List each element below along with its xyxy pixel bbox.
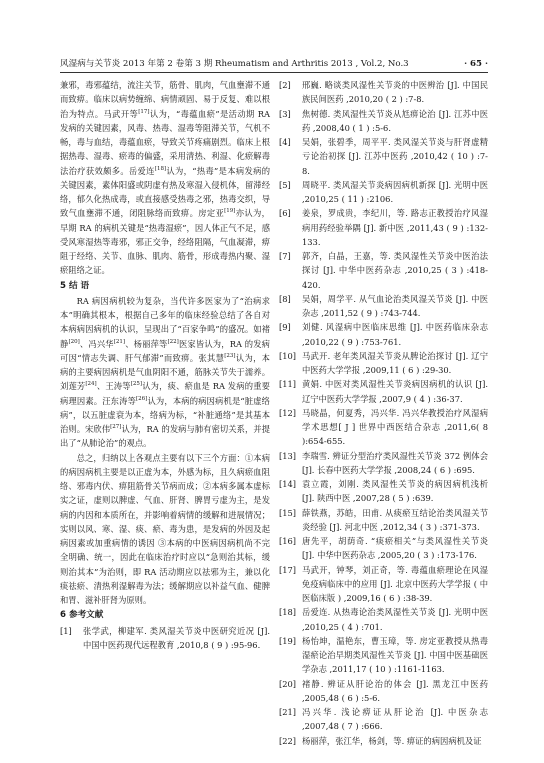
reference-text: 黄娟. 中医对类风湿性关节炎病因病机的认识 [J]. 辽宁中医药大学学报 ,2007,9 ( 4 ) :36-37.	[302, 379, 488, 404]
reference-item	[279, 634, 488, 677]
reference-number: [11]	[279, 379, 297, 390]
citation-marker: [27]	[110, 424, 122, 431]
page-number: · 65 ·	[464, 59, 488, 69]
reference-text: 岳爱连. 从热毒论治类风湿性关节炎 [J]. 光明中医 ,2010,25 ( 4 ) :701.	[302, 607, 488, 632]
reference-item	[279, 135, 488, 178]
reference-text: 吴娟，张碧季，周平平. 类风湿关节炎与肝肾虚精亏论治初探 [J]. 江苏中医药 ,2010,42 ( 10 ) :7-8.	[302, 137, 488, 176]
reference-text: 吴娟，周学平. 从气血论治类风湿关节炎 [J]. 中医杂志 ,2011,52 ( 9 ) :743-744.	[302, 293, 488, 318]
section-title-conclusion: 5 结 语	[60, 280, 90, 291]
reference-number: [18]	[279, 607, 297, 618]
reference-number: [22]	[279, 735, 297, 746]
reference-item	[279, 377, 488, 406]
reference-item	[279, 477, 488, 506]
citation-marker: [19]	[224, 208, 236, 215]
reference-number: [13]	[279, 450, 297, 461]
left-column	[60, 78, 270, 738]
reference-number: [9]	[279, 322, 291, 333]
reference-text: 邢巍. 略谈类风湿性关节炎的中医辨治 [J]. 中国民族民间医药 ,2010,20 ( 2 ) :7-8.	[302, 80, 488, 105]
reference-item	[279, 178, 488, 207]
reference-number: [3]	[279, 108, 291, 119]
reference-list-left	[60, 624, 270, 653]
reference-text: 李瑞雪. 辨证分型治疗类风湿性关节炎 372 例体会 [J]. 长春中医药大学学报 ,2008,24 ( 6 ) :695.	[302, 450, 488, 475]
citation-marker: [23]	[224, 352, 236, 359]
body-paragraph-2: RA 病因病机较为复杂，当代许多医家为了“治病求本”明确其根本，根据自己多年的临床经验总结了各自对本病病因病机的认识，呈现出了“百家争鸣”的盛况。如褚静[20]、冯兴华[21]、杨丽萍等[22]医家皆认为，RA 的发病可因“情志失调、肝气郁滞”而致痹。张其慧[23]认为，本病的主要病因病机是气血阴阳不通，筋脉关节失于濡养。刘莲芳[24]、王涛等[25]认为，痰、瘀血是 RA 发病的重要病理因素。汪东涛等[26]认为，本病的病因病机是“脏虚络病”，以五脏虚衰为本，络病为标，“补脏通络”是其基本治则。宋欣伟[27]认为，RA 的发病与肺有密切关系，并提出了“从肺论治”的观点。	[60, 295, 270, 449]
references-title: 6 参考文献	[60, 610, 104, 621]
reference-item	[279, 320, 488, 349]
reference-text: 唐先平，胡荫奇. “痰瘀相关”与类风湿性关节炎 [J]. 中华中医药杂志 ,2005,20 ( 3 ) :173-176.	[302, 536, 488, 561]
reference-number: [15]	[279, 507, 297, 518]
reference-text: 姜泉，罗成贵，李纪川，等. 路志正教授治疗风湿病用药经验举隅 [J]. 新中医 ,2011,43 ( 9 ) :132-133.	[302, 208, 488, 247]
reference-number: [1]	[60, 625, 72, 636]
reference-number: [7]	[279, 251, 291, 261]
reference-item	[279, 249, 488, 292]
reference-number: [12]	[279, 407, 297, 418]
reference-item	[279, 705, 488, 734]
reference-text: 马晓晶，何夏秀，冯兴华. 冯兴华教授治疗风湿病学术思想[ J ] 世界中西医结合杂志 ,2011,6( 8 ):654-655.	[302, 407, 488, 447]
reference-item	[279, 107, 488, 136]
reference-item	[279, 734, 488, 748]
reference-list-right	[279, 78, 488, 748]
body-paragraph-1: 兼邪，毒邪蕴结，流注关节，筋骨、肌肉，气血壅滞不通而致痹。临床以病势缠绵、病情顽固、易于反复、难以根治为特点。马武开等[17]认为，“毒蕴血瘀”是活动期 RA 发病的关键因素，风毒、热毒、湿毒等阻滞关节，气机不畅，毒与血结，毒蕴血瘀，导致关节疼痛剧烈。临床上根据热毒、湿毒、瘀毒的偏盛，采用清热、利湿、化瘀解毒法治疗获效颇多。岳爱连[18]认为，“热毒”是本病发病的关键因素，素体阳盛或阴虚有热及寒湿入侵机体，留滞经络，郁久化热成毒，或直接感受热毒之邪，热毒交织，导致气血壅滞不通，闭阻脉络而致痹。房定亚[19]亦认为，早期 RA 的病机关键是“热毒湿瘀”，因人体正气不足，感受风寒湿热等毒邪，邪正交争，经络阻隔，气血凝滞，痹阻于经络、关节、血脉、肌肉、筋骨，形成毒热内聚、湿瘀阻络之证。	[60, 80, 270, 276]
header-rule	[60, 72, 488, 73]
citation-marker: [17]	[138, 108, 150, 115]
reference-item	[279, 292, 488, 321]
reference-text: 郭齐，白晶，王嘉，等. 类风湿性关节炎中医治法探讨 [J]. 中华中医药杂志 ,2010,25 ( 3 ) :418-420.	[302, 251, 488, 290]
reference-item	[60, 624, 270, 653]
reference-number: [19]	[279, 635, 297, 646]
reference-text: 杨怡坤，温艳东，曹玉璋，等. 房定亚教授从热毒湿瘀论治早期类风湿性关节炎 [J]. 中国中医基础医学杂志 ,2011,17 ( 10 ) :1161-1163.	[302, 635, 488, 675]
reference-text: 褚静. 辨证从肝论治的体会 [J]. 黑龙江中医药 ,2005,48 ( 6 ) :5-6.	[302, 678, 488, 703]
body-paragraph-3: 总之，归纳以上各观点主要有以下三个方面：①本病的病因病机主要是以正虚为本，外感为标，且久病瘀血阻络、邪毒内伏、痹阻筋骨关节病而成；②本病多属本虚标实之证，虚则以脾虚、气血、肝肾、脾胃亏虚为主，是发病的内因和本质所在，并影响着病情的缓解和进展情况；实则以风、寒、湿、痰、瘀、毒为患，是发病的外因及起病因素或加重病情的诱因 ③本病的中医病因病机尚不完全明确、统一，因此在临床治疗时应以“急则治其标，缓则治其本”为治则，即 RA 活动期应以祛邪为主，兼以化痰祛瘀、清热利湿解毒为法；缓解期应以补益气血、健脾和胃、滋补肝肾为原则。	[60, 452, 270, 605]
running-title: 风湿病与关节炎 2013 年第 2 卷第 3 期 Rheumatism and Arthritis 2013 , Vol.2, No.3	[60, 59, 409, 69]
reference-number: [21]	[279, 707, 297, 717]
running-header	[60, 57, 488, 71]
reference-text: 焦树德. 类风湿性关节炎从尪痹论治 [J]. 江苏中医药 ,2008,40 ( 1 ) :5-6.	[302, 108, 488, 133]
reference-number: [4]	[279, 137, 291, 147]
reference-item	[279, 406, 488, 449]
reference-number: [17]	[279, 564, 297, 575]
reference-text: 冯兴华. 浅论痹证从肝论治 [J]. 中医杂志 ,2007,48 ( 7 ) :666.	[302, 707, 488, 732]
reference-item	[279, 506, 488, 535]
reference-item	[279, 449, 488, 478]
right-column	[279, 78, 488, 746]
citation-marker: [20]	[68, 338, 80, 345]
reference-number: [20]	[279, 678, 297, 689]
reference-number: [5]	[279, 179, 291, 190]
reference-text: 刘健. 风湿病中医临床思维 [J]. 中医药临床杂志 ,2010,22 ( 9 ) :753-761.	[302, 322, 488, 347]
reference-item	[279, 677, 488, 706]
reference-text: 薛铁燕，苏皓，田甫. 从痰瘀互结论治类风湿关节炎经验 [J]. 河北中医 ,2012,34 ( 3 ) :371-373.	[302, 507, 488, 532]
reference-number: [2]	[279, 80, 291, 90]
reference-item	[279, 534, 488, 563]
reference-text: 张学武，柳建军. 类风湿关节炎中医研究近况 [J]. 中国中医药现代远程教育 ,2010,8 ( 9 ) :95-96.	[83, 625, 270, 650]
reference-text: 周晓平. 类风湿关节炎病因病机新探 [J]. 光明中医 ,2010,25 ( 11 ) :2106.	[302, 179, 488, 204]
reference-number: [10]	[279, 350, 297, 361]
reference-item	[279, 206, 488, 249]
citation-marker: [21]	[113, 338, 126, 345]
reference-item	[279, 605, 488, 634]
reference-number: [14]	[279, 479, 297, 489]
reference-text: 马武开. 老年类风湿关节炎从脾论治探讨 [J]. 辽宁中医药大学学报 ,2009,11 ( 6 ) :29-30.	[302, 350, 488, 375]
reference-text: 杨丽萍，张江华，杨剑，等. 痹证的病因病机及证	[302, 735, 482, 746]
citation-marker: [24]	[85, 381, 97, 388]
citation-marker: [25]	[130, 381, 143, 388]
reference-number: [6]	[279, 208, 291, 219]
citation-marker: [26]	[136, 395, 148, 402]
reference-item	[279, 349, 488, 378]
reference-item	[279, 563, 488, 606]
reference-text: 袁立霞，刘刚. 类风湿性关节炎的病因病机浅析 [J]. 陕西中医 ,2007,28 ( 5 ) :639.	[302, 479, 488, 504]
reference-number: [8]	[279, 293, 291, 304]
citation-marker: [18]	[154, 165, 167, 172]
citation-marker: [22]	[167, 338, 179, 345]
reference-item	[279, 78, 488, 107]
reference-number: [16]	[279, 536, 297, 546]
reference-text: 马武开，钟琴，刘正奇，等. 毒蕴血瘀理论在风湿免疫病临床中的应用 [J]. 北京中医药大学学报 ( 中医临床版 ) ,2009,16 ( 6 ) :38-39.	[302, 564, 488, 603]
